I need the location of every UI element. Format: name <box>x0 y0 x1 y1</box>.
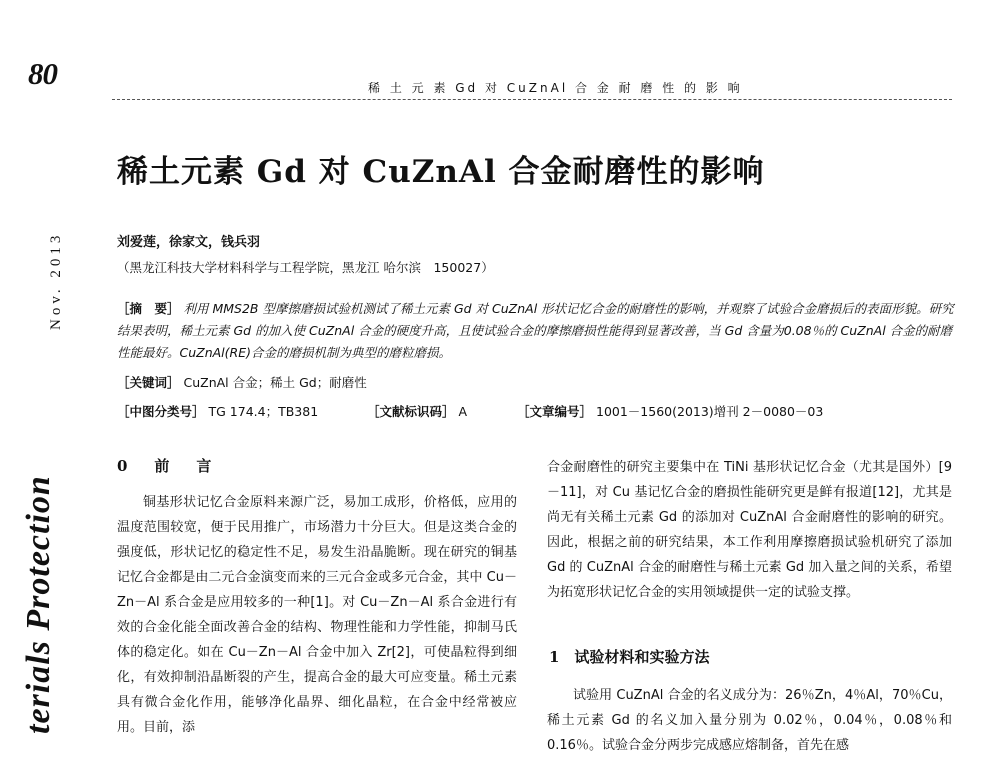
side-journal-text: terials Protection <box>20 475 57 734</box>
header-rule <box>112 99 952 100</box>
page-number: 80 <box>28 56 57 91</box>
article-number-value: 1001－1560(2013)增刊 2－0080－03 <box>596 404 824 419</box>
authors: 刘爱莲，徐家文，钱兵羽 <box>117 235 261 250</box>
clc-label: ［中图分类号］ <box>117 404 205 419</box>
doc-code-label: ［文献标识码］ <box>367 404 455 419</box>
affiliation: （黑龙江科技大学材料科学与工程学院，黑龙江 哈尔滨 150027） <box>117 260 494 275</box>
running-header: 稀 土 元 素 Gd 对 CuZnAl 合 金 耐 磨 性 的 影 响 <box>368 81 743 95</box>
right-column-paragraph: 合金耐磨性的研究主要集中在 TiNi 基形状记忆合金（尤其是国外）[9－11]，对 Cu 基记忆合金的磨损性能研究更是鲜有报道[12]，尤其是尚无有关稀土元素 Gd 的添加对 CuZnAl 合金耐磨性的影响的研究。因此，根据之前的研究结果，本工作利用摩擦磨损试验机研究了添加 Gd 的 CuZnAl 合金的耐磨性与稀土元素 Gd 加入量之间的关系，希望为拓宽形状记忆合金的实用领域提供一定的试验支撑。 <box>547 460 952 600</box>
doc-code-entry <box>367 402 467 420</box>
section-1-heading: 1 试验材料和实验方法 <box>549 648 710 666</box>
doc-code-value: A <box>458 404 468 419</box>
article-number-entry <box>517 402 823 420</box>
article-number-label: ［文章编号］ <box>517 404 593 419</box>
section-1-paragraph: 试验用 CuZnAl 合金的名义成分为：26％Zn，4％Al，70％Cu，稀土元素 Gd 的名义加入量分别为 0.02％，0.04％，0.08％和 0.16％。试验合金分两步完成感应熔制备，首先在感 <box>547 688 952 753</box>
abstract <box>117 298 955 364</box>
abstract-label: ［摘 要］ <box>117 301 180 316</box>
abstract-text: 利用 MMS2B 型摩擦磨损试验机测试了稀土元素 Gd 对 CuZnAl 形状记忆合金的耐磨性的影响，并观察了试验合金磨损后的表面形貌。研究结果表明，稀土元素 Gd 的加入使 CuZnAl 合金的硬度升高，且使试验合金的摩擦磨损性能得到显著改善，当 Gd 含量为0.08％的 CuZnAl 合金的耐磨性能最好。CuZnAl(RE)合金的磨损机制为典型的磨粒磨损。 <box>117 301 954 360</box>
keywords-label: ［关键词］ <box>117 375 180 390</box>
keywords-text: CuZnAl 合金；稀土 Gd；耐磨性 <box>183 375 367 390</box>
section-0-heading: 0 前 言 <box>117 457 218 475</box>
keywords <box>117 373 367 391</box>
section-0-paragraph: 铜基形状记忆合金原料来源广泛，易加工成形，价格低，应用的温度范围较宽，便于民用推广，市场潜力十分巨大。但是这类合金的强度低，形状记忆的稳定性不足，易发生沿晶脆断。现在研究的铜基记忆合金都是由二元合金演变而来的三元合金或多元合金，其中 Cu－Zn－Al 系合金是应用较多的一种[1]。对 Cu－Zn－Al 系合金进行有效的合金化能全面改善合金的结构、物理性能和力学性能，抑制马氏体的稳定化。如在 Cu－Zn－Al 合金中加入 Zr[2]，可使晶粒得到细化，有效抑制沿晶断裂的产生，提高合金的最大可应变量。稀土元素具有微合金化作用，能够净化晶界、细化晶粒，在合金中经常被应用。目前，添 <box>117 495 517 735</box>
side-date-text: Nov. 2013 <box>48 231 64 330</box>
article-title: 稀土元素 Gd 对 CuZnAl 合金耐磨性的影响 <box>117 154 765 190</box>
clc-entry <box>117 402 318 420</box>
clc-value: TG 174.4；TB381 <box>208 404 319 419</box>
